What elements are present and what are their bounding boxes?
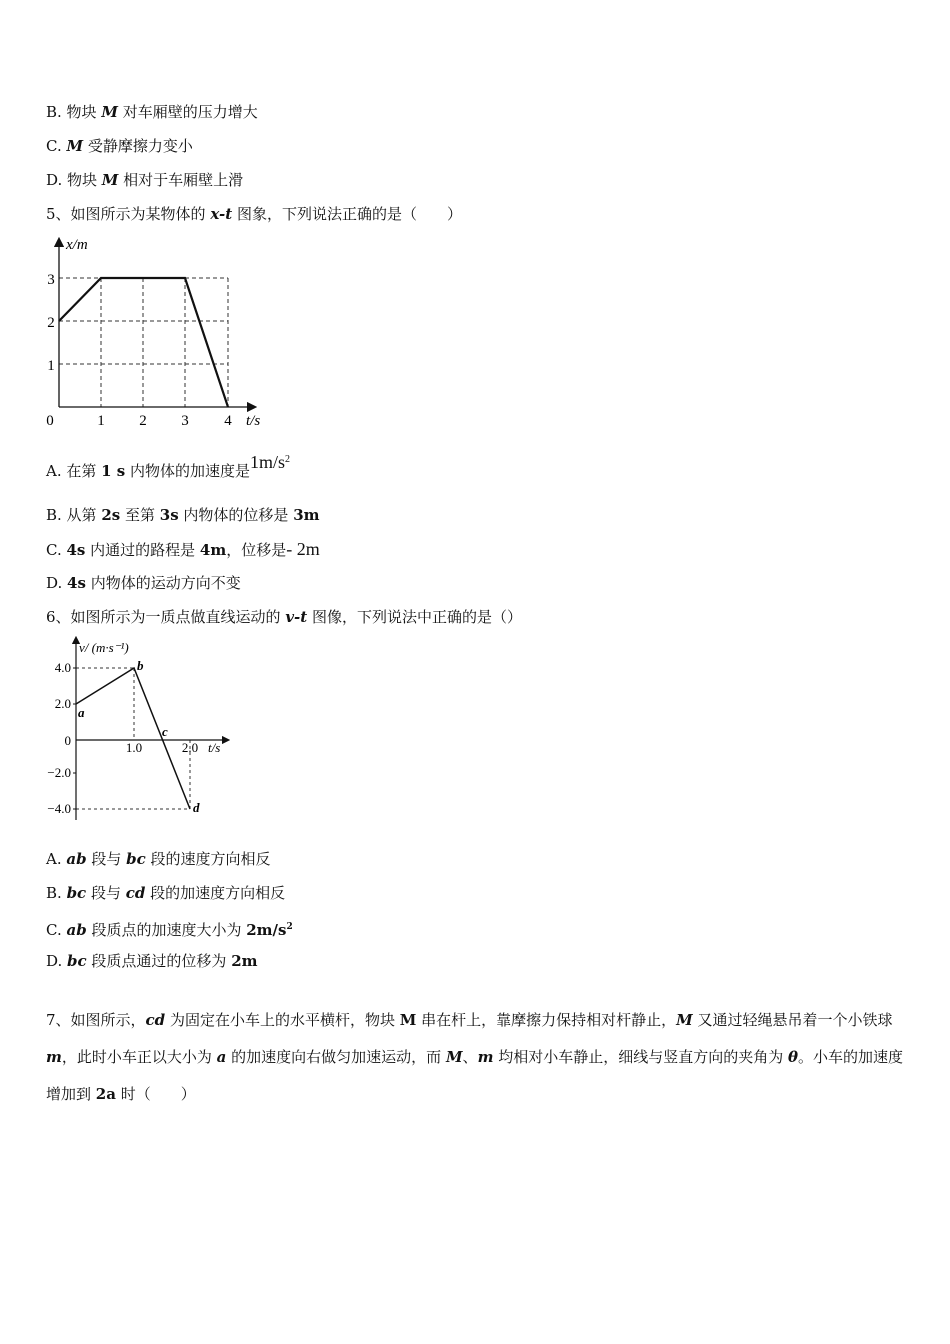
q5-a-sup: 2 [285, 454, 291, 465]
q5-x-tick-2: 2 [139, 413, 147, 429]
q6-d-text: D. [46, 952, 68, 970]
q6-y-tick-4: 4.0 [54, 660, 71, 675]
q6-option-a [46, 849, 271, 869]
q6-c-bold: 2m/s [246, 921, 287, 939]
q6-y-tick-neg2: −2.0 [47, 765, 71, 780]
q7-text-8: 均相对小车静止，细线与竖直方向的夹角为 [493, 1048, 788, 1066]
q6-stem-text: 6、如图所示为一质点做直线运动的 [46, 608, 286, 626]
q7-var-cd: cd [145, 1011, 166, 1029]
q6-b-text3: 段的加速度方向相反 [145, 884, 286, 902]
q7-text-5: ，此时小车正以大小为 [61, 1048, 217, 1066]
q5-stem-text2: 图象，下列说法正确的是（ ） [232, 205, 462, 223]
q5-x-tick-0: 0 [46, 413, 54, 429]
q5-b-text2: 至第 [120, 506, 160, 524]
q5-y-tick-2: 2 [47, 315, 55, 331]
q6-a-var2: bc [126, 850, 146, 868]
q5-c-bold1: 4s [66, 541, 86, 559]
q5-c-bold2: 4m [199, 541, 227, 559]
q4-b-text2: 对车厢壁的压力增大 [117, 103, 258, 121]
q7-var-2a: 2a [95, 1085, 116, 1103]
q4-c-text2: 受静摩擦力变小 [83, 137, 193, 155]
q6-point-c: c [162, 724, 168, 739]
q5-y-tick-1: 1 [47, 358, 55, 374]
q6-x-tick-1: 1.0 [125, 740, 143, 755]
q5-option-b [46, 505, 320, 525]
q5-c-formula: - 2m [286, 539, 320, 559]
q5-x-tick-4: 4 [224, 413, 232, 429]
q5-c-text: C. [46, 541, 67, 559]
q6-y-tick-neg4: −4.0 [47, 801, 71, 816]
q6-option-b [46, 883, 285, 903]
q6-c-var1: ab [66, 921, 87, 939]
q4-option-b [46, 102, 258, 122]
q4-d-text: D. 物块 [46, 171, 102, 189]
q4-c-var: M [66, 137, 84, 155]
q7-var-small-m2: m [477, 1048, 494, 1066]
q6-d-bold: 2m [231, 952, 258, 970]
q6-option-c [46, 917, 293, 940]
q7-text-7: 、 [462, 1048, 478, 1066]
q7-text-3: 串在杆上，靠摩擦力保持相对杆静止， [416, 1011, 677, 1029]
q5-d-bold: 4s [67, 574, 86, 592]
q7-var-theta: θ [787, 1048, 798, 1066]
q5-b-text: B. 从第 [46, 506, 102, 524]
q5-b-bold1: 2s [101, 506, 121, 524]
q4-b-text: B. 物块 [46, 103, 102, 121]
q6-b-var1: bc [66, 884, 87, 902]
q5-b-bold3: 3m [293, 506, 320, 524]
q5-option-a [46, 450, 290, 480]
q7-var-m1: M [399, 1011, 417, 1029]
q6-y-label: v/ (m·s⁻¹) [79, 640, 129, 655]
q6-a-text: A. [46, 850, 67, 868]
q6-stem-text2: 图像，下列说法中正确的是（） [307, 608, 522, 626]
q5-y-label: x/m [66, 237, 88, 253]
q6-b-text: B. [46, 884, 67, 902]
q6-stem-var: v-t [285, 608, 308, 626]
q5-x-tick-1: 1 [97, 413, 105, 429]
q6-point-d: d [193, 800, 200, 815]
q4-d-var: M [101, 171, 119, 189]
q5-a-bold: 1 s [101, 462, 126, 480]
q6-c-sup: 2 [286, 922, 293, 932]
q4-d-text2: 相对于车厢壁上滑 [118, 171, 244, 189]
q5-option-d [46, 573, 241, 593]
q6-c-text2: 段质点的加速度大小为 [86, 921, 247, 939]
q6-b-text2: 段与 [86, 884, 126, 902]
q5-grid [59, 278, 228, 407]
q6-stem [46, 607, 522, 627]
q6-vt-graph [40, 632, 250, 827]
q6-y-tick-0: 0 [64, 733, 71, 748]
q4-option-d [46, 170, 243, 190]
q6-a-text2: 段与 [86, 850, 127, 868]
q5-stem-text: 5、如图所示为某物体的 [46, 205, 211, 223]
q7-var-a: a [216, 1048, 227, 1066]
q5-xt-graph [40, 232, 280, 432]
q6-c-text: C. [46, 921, 67, 939]
q5-stem [46, 204, 462, 224]
q6-d-var1: bc [67, 952, 87, 970]
q7-text-4: 又通过轻绳悬吊着一个小铁球 [692, 1011, 893, 1029]
q4-b-var: M [101, 103, 118, 121]
q7-stem [46, 1002, 906, 1113]
q5-x-label: t/s [246, 413, 261, 429]
q7-var-m2: M [676, 1011, 693, 1029]
q7-var-small-m1: m [46, 1048, 62, 1066]
q5-d-text: D. [46, 574, 68, 592]
q6-vt-line [76, 668, 190, 809]
q5-b-text3: 内物体的位移是 [178, 506, 294, 524]
q5-c-text2: 内通过的路程是 [85, 541, 200, 559]
q5-a-text2: 内物体的加速度是 [125, 462, 251, 480]
q6-b-var2: cd [125, 884, 146, 902]
q7-text-10: 时（ ） [115, 1085, 196, 1103]
q5-option-c [46, 539, 320, 560]
q7-text-6: 的加速度向右做匀加速运动，而 [226, 1048, 446, 1066]
q6-x-tick-2: 2.0 [181, 740, 199, 755]
q5-c-text3: ，位移是 [226, 541, 287, 559]
q5-a-text: A. 在第 [46, 462, 102, 480]
q5-a-formula: 1m/s [250, 452, 286, 472]
q5-d-text2: 内物体的运动方向不变 [85, 574, 241, 592]
q6-a-var1: ab [66, 850, 87, 868]
q7-text-1: 7、如图所示， [46, 1011, 146, 1029]
q5-y-tick-3: 3 [47, 272, 55, 288]
q6-option-d [46, 951, 258, 971]
q6-a-text3: 段的速度方向相反 [145, 850, 271, 868]
q6-point-a: a [78, 705, 85, 720]
q7-text-2: 为固定在小车上的水平横杆，物块 [165, 1011, 400, 1029]
q5-x-tick-3: 3 [181, 413, 189, 429]
q5-stem-var: x-t [210, 205, 233, 223]
q7-var-m3: M [445, 1048, 463, 1066]
q7-text-9: 。小车的加速度增加到 [46, 1048, 904, 1103]
q4-c-text: C. [46, 137, 67, 155]
q6-y-tick-2: 2.0 [54, 696, 71, 711]
q6-guides [76, 668, 190, 809]
q4-option-c [46, 136, 193, 156]
q6-point-b: b [137, 658, 144, 673]
q5-b-bold2: 3s [159, 506, 179, 524]
q6-x-label: t/s [208, 740, 221, 755]
q6-d-text2: 段质点通过的位移为 [86, 952, 232, 970]
